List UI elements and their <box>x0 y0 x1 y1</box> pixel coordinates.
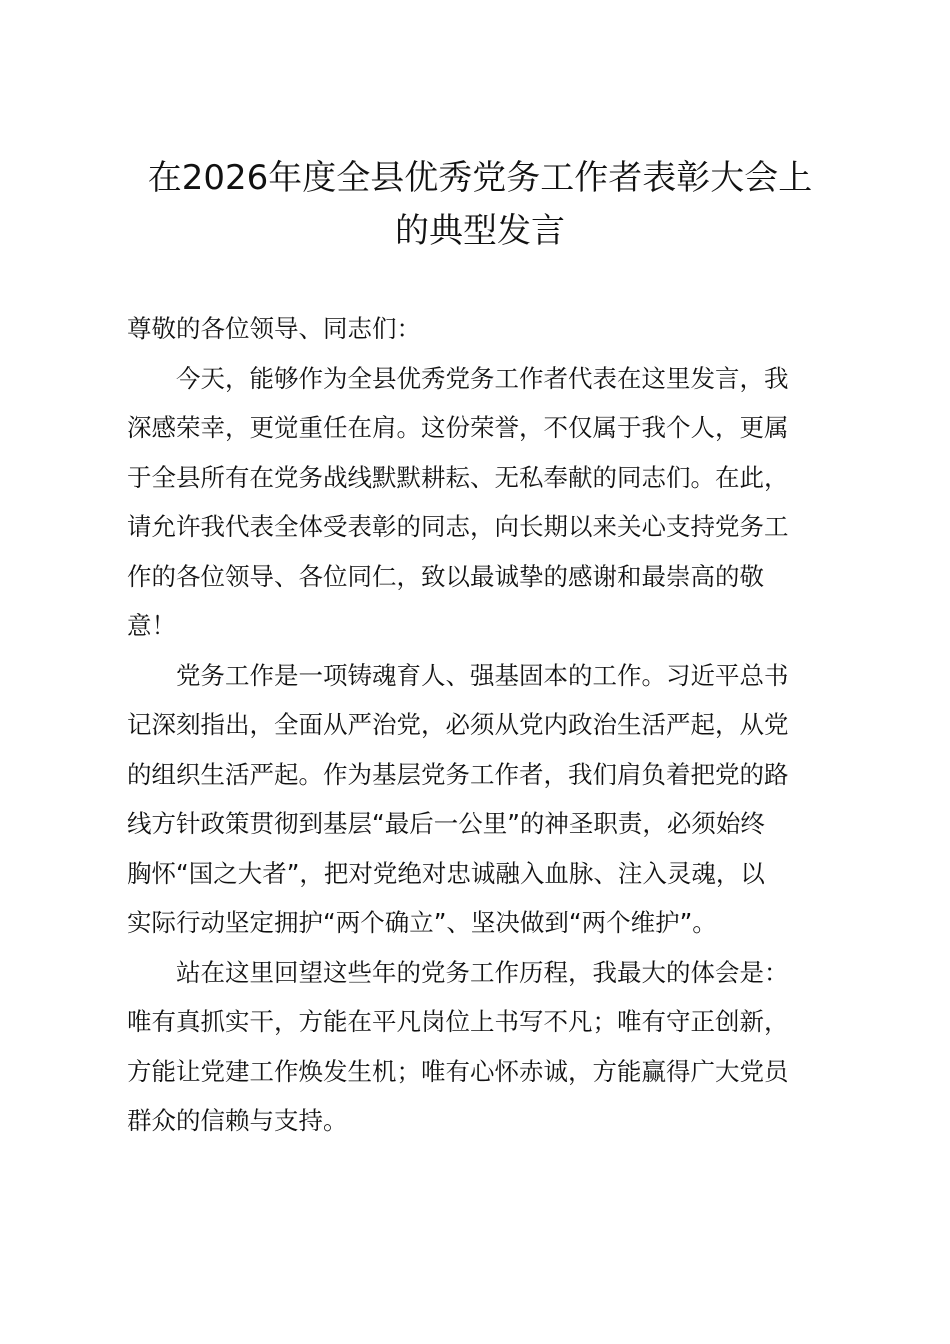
paragraph-line: 于全县所有在党务战线默默耕耘、无私奉献的同志们。在此， <box>127 462 789 492</box>
paragraph-line: 线方针政策贯彻到基层“最后一公里”的神圣职责，必须始终 <box>127 809 765 838</box>
paragraph-line: 深感荣幸，更觉重任在肩。这份荣誉，不仅属于我个人，更属 <box>127 413 789 442</box>
title-line: 在2026年度全县优秀党务工作者表彰大会上 <box>147 158 813 198</box>
paragraph-line: 唯有真抓实干，方能在平凡岗位上书写不凡；唯有守正创新， <box>127 1007 789 1036</box>
paragraph-line: 方能让党建工作焕发生机；唯有心怀赤诚，方能赢得广大党员 <box>127 1056 789 1086</box>
paragraph <box>127 651 833 948</box>
paragraph-line: 今天，能够作为全县优秀党务工作者代表在这里发言，我 <box>176 363 789 393</box>
paragraph-line: 群众的信赖与支持。 <box>127 1106 348 1135</box>
paragraph-line: 请允许我代表全体受表彰的同志，向长期以来关心支持党务工 <box>127 512 789 541</box>
paragraph-line: 的组织生活严起。作为基层党务工作者，我们肩负着把党的路 <box>127 759 789 789</box>
paragraph-line: 胸怀“国之大者”，把对党绝对忠诚融入血脉、注入灵魂，以 <box>127 858 765 888</box>
title-line: 的典型发言 <box>395 211 565 251</box>
paragraph-line: 站在这里回望这些年的党务工作历程，我最大的体会是： <box>176 957 789 987</box>
paragraph-line: 实际行动坚定拥护“两个确立”、坚决做到“两个维护”。 <box>127 908 717 937</box>
salutation: 尊敬的各位领导、同志们： <box>127 314 421 343</box>
paragraph <box>127 948 833 1146</box>
document-body <box>127 304 833 1146</box>
paragraph-line: 作的各位领导、各位同仁，致以最诚挚的感谢和最崇高的敬 <box>127 561 764 591</box>
document-title <box>110 152 850 258</box>
paragraph-line: 记深刻指出，全面从严治党，必须从党内政治生活严起，从党 <box>127 710 789 739</box>
paragraph-line: 意！ <box>127 611 176 640</box>
paragraph-line: 党务工作是一项铸魂育人、强基固本的工作。习近平总书 <box>176 660 789 690</box>
paragraph <box>127 354 833 651</box>
